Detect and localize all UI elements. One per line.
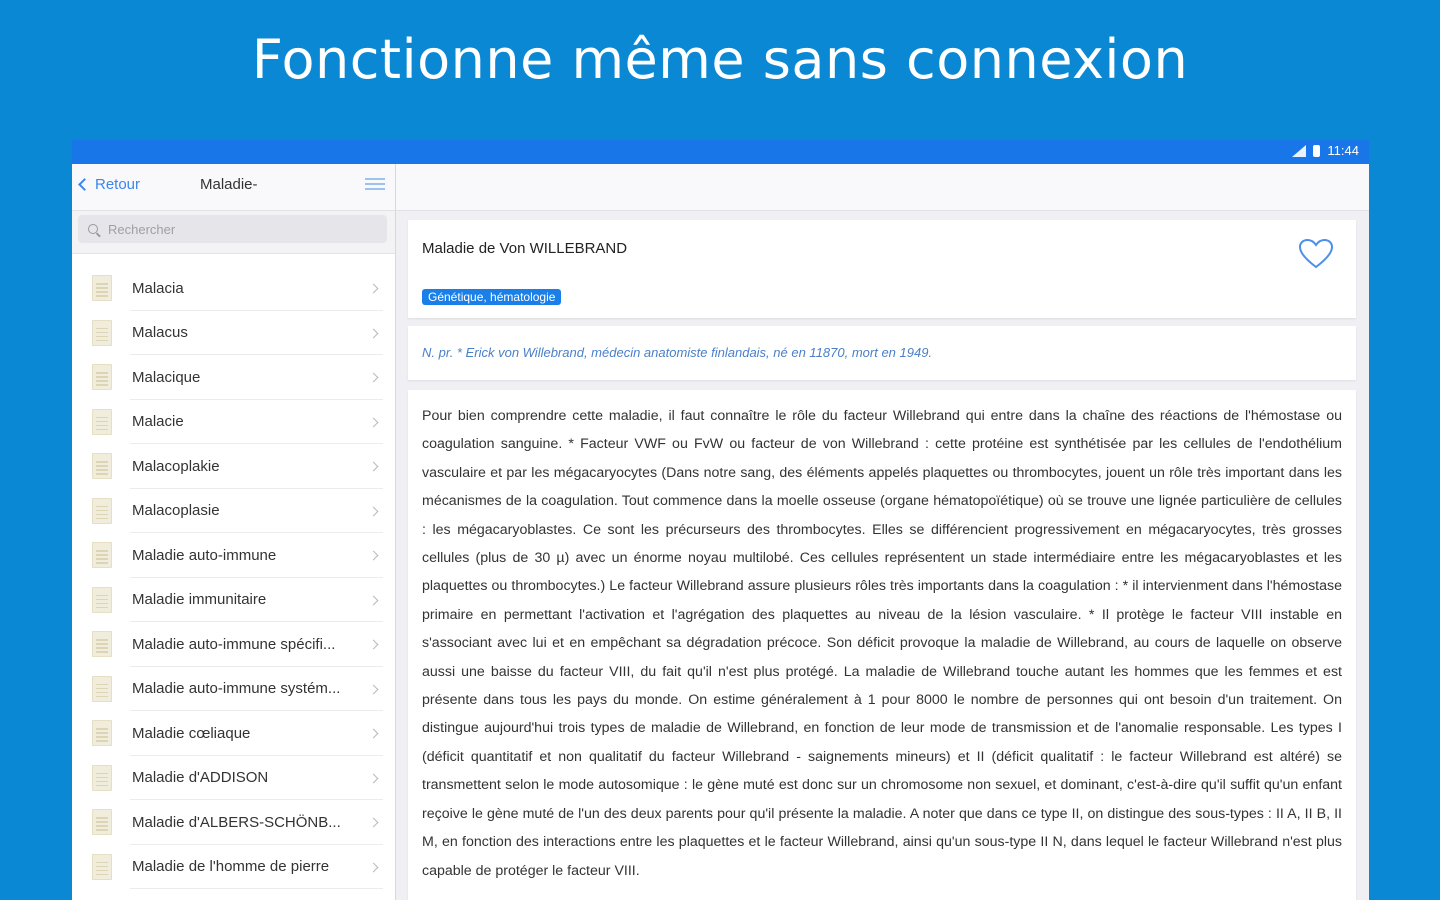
list-item[interactable]: Maladie cœliaque (72, 711, 395, 756)
list-item[interactable]: Malacique (72, 355, 395, 400)
document-icon (92, 453, 112, 479)
document-icon (92, 854, 112, 880)
list-item[interactable]: Malacoplakie (72, 444, 395, 489)
chevron-right-icon (369, 640, 379, 650)
etymology-card (408, 326, 1356, 380)
list-item[interactable]: Malacia (72, 266, 395, 311)
detail-navbar (396, 164, 1369, 211)
status-bar (72, 140, 1369, 164)
chevron-right-icon (369, 284, 379, 294)
entry-header-card (408, 220, 1356, 318)
document-icon (92, 364, 112, 390)
sidebar-title: Maladie- (200, 176, 258, 193)
document-icon (92, 542, 112, 568)
list-item[interactable]: Maladie d'ALBERS-SCHÖNB... (72, 800, 395, 845)
chevron-right-icon (369, 417, 379, 427)
category-tag[interactable]: Génétique, hématologie (422, 289, 561, 305)
list-item[interactable]: Malacoplasie (72, 489, 395, 534)
definition-text: Pour bien comprendre cette maladie, il faut connaître le rôle du facteur Willebrand qui entre dans la chaîne des réactions de l'hémostase ou coagulation sanguine. * Facteur VWF ou FvW ou facteur de von Willebrand : cette protéine est synthétisée par les cellules de l'endothélium vasculaire et par les mégacaryocytes (Dans notre sang, des éléments appelés plaquettes ou thrombocytes, jouent un rôle très important dans les mécanismes de la coagulation. Tout commence dans la moelle osseuse (organe hématopoïétique) où se trouve une lignée particulière de cellules : les mégacaryoblastes. Ce sont les précurseurs des thrombocytes. Elles se différencient progressivement en mégacaryocytes, très grosses cellules (plus de 30 µ) avec un énorme noyau multilobé. Ces cellules représentent un stade intermédiaire entre les mégacaryoblastes et les plaquettes ou thrombocytes.) Le facteur Willebrand assure plusieurs rôles très importants dans la coagulation : * il intervienment dans l'hémostase primaire en permettant l'activation et l'agrégation des plaquettes au niveau de la lésion vasculaire. * Il protège le facteur VIII instable en s'associant avec lui et en empêchant sa dégradation précoce. Son déficit provoque la maladie de Willebrand, au cours de laquelle on observe aussi une baisse du facteur VIII, du fait qu'il n'est plus protégé. La maladie de Willebrand touche autant les hommes que les femmes et est présente dans tous les pays du monde. On estime généralement à 1 pour 8000 le nombre de personnes qui ont besoin d'un traitement. On distingue aujourd'hui trois types de maladie de Willebrand, en fonction de leur mode de transmission et de l'anomalie responsable. Les types I (déficit quantitatif et non qualitatif du facteur Willebrand - saignements mineurs) et II (déficit qualitatif : le facteur Willebrand est altéré) se transmettent selon le mode autosomique : le gène muté est donc sur un chromosome non sexuel, et dominant, c'est-à-dire qu'il suffit qu'un enfant reçoive le gène muté de l'un des deux parents pour qu'il présente la maladie. A noter que dans ce type II, on distingue des sous-types : II A, II B, II M, en fonction des interactions entre les plaquettes et le facteur Willebrand, ainsi qu'un sous-type II N, dans lequel le facteur Willebrand n'est plus capable de protéger le facteur VIII. (422, 408, 1342, 879)
chevron-right-icon (369, 373, 379, 383)
document-icon (92, 587, 112, 613)
document-icon (92, 320, 112, 346)
etymology-text: N. pr. * Erick von Willebrand, médecin anatomiste finlandais, né en 11870, mort en 1949. (422, 345, 933, 360)
back-button[interactable] (80, 176, 140, 193)
term-list (72, 266, 395, 889)
list-item[interactable]: Malacie (72, 400, 395, 445)
detail-pane (396, 164, 1369, 900)
search-box (78, 215, 387, 243)
document-icon (92, 809, 112, 835)
document-icon (92, 676, 112, 702)
back-label: Retour (95, 176, 141, 193)
chevron-right-icon (369, 551, 379, 561)
chevron-right-icon (369, 862, 379, 872)
search-icon (88, 224, 98, 234)
chevron-right-icon (369, 729, 379, 739)
chevron-right-icon (369, 773, 379, 783)
status-time: 11:44 (1327, 143, 1359, 158)
document-icon (92, 631, 112, 657)
battery-icon (1313, 145, 1320, 157)
chevron-left-icon (78, 178, 91, 191)
chevron-right-icon (369, 462, 379, 472)
list-item[interactable]: Malacus (72, 311, 395, 356)
tablet-screen (72, 140, 1369, 900)
sidebar-navbar (72, 164, 395, 211)
definition-card (408, 390, 1356, 900)
chevron-right-icon (369, 684, 379, 694)
document-icon (92, 498, 112, 524)
document-icon (92, 275, 112, 301)
document-icon (92, 720, 112, 746)
chevron-right-icon (369, 328, 379, 338)
list-icon[interactable] (365, 178, 385, 194)
search-bar (72, 211, 395, 254)
list-item[interactable]: Maladie auto-immune systém... (72, 667, 395, 712)
sidebar (72, 164, 396, 900)
chevron-right-icon (369, 506, 379, 516)
promo-headline: Fonctionne même sans connexion (251, 28, 1189, 91)
list-item[interactable]: Maladie immunitaire (72, 578, 395, 623)
status-icons (1292, 143, 1359, 158)
chevron-right-icon (369, 595, 379, 605)
list-item[interactable]: Maladie d'ADDISON (72, 756, 395, 801)
document-icon (92, 765, 112, 791)
document-icon (92, 409, 112, 435)
list-item[interactable]: Maladie auto-immune spécifi... (72, 622, 395, 667)
list-item[interactable]: Maladie de l'homme de pierre (72, 845, 395, 890)
entry-title: Maladie de Von WILLEBRAND (422, 240, 628, 257)
signal-icon (1292, 145, 1306, 157)
search-input[interactable] (106, 221, 350, 238)
heart-icon[interactable] (1298, 238, 1334, 270)
list-item[interactable]: Maladie auto-immune (72, 533, 395, 578)
chevron-right-icon (369, 818, 379, 828)
